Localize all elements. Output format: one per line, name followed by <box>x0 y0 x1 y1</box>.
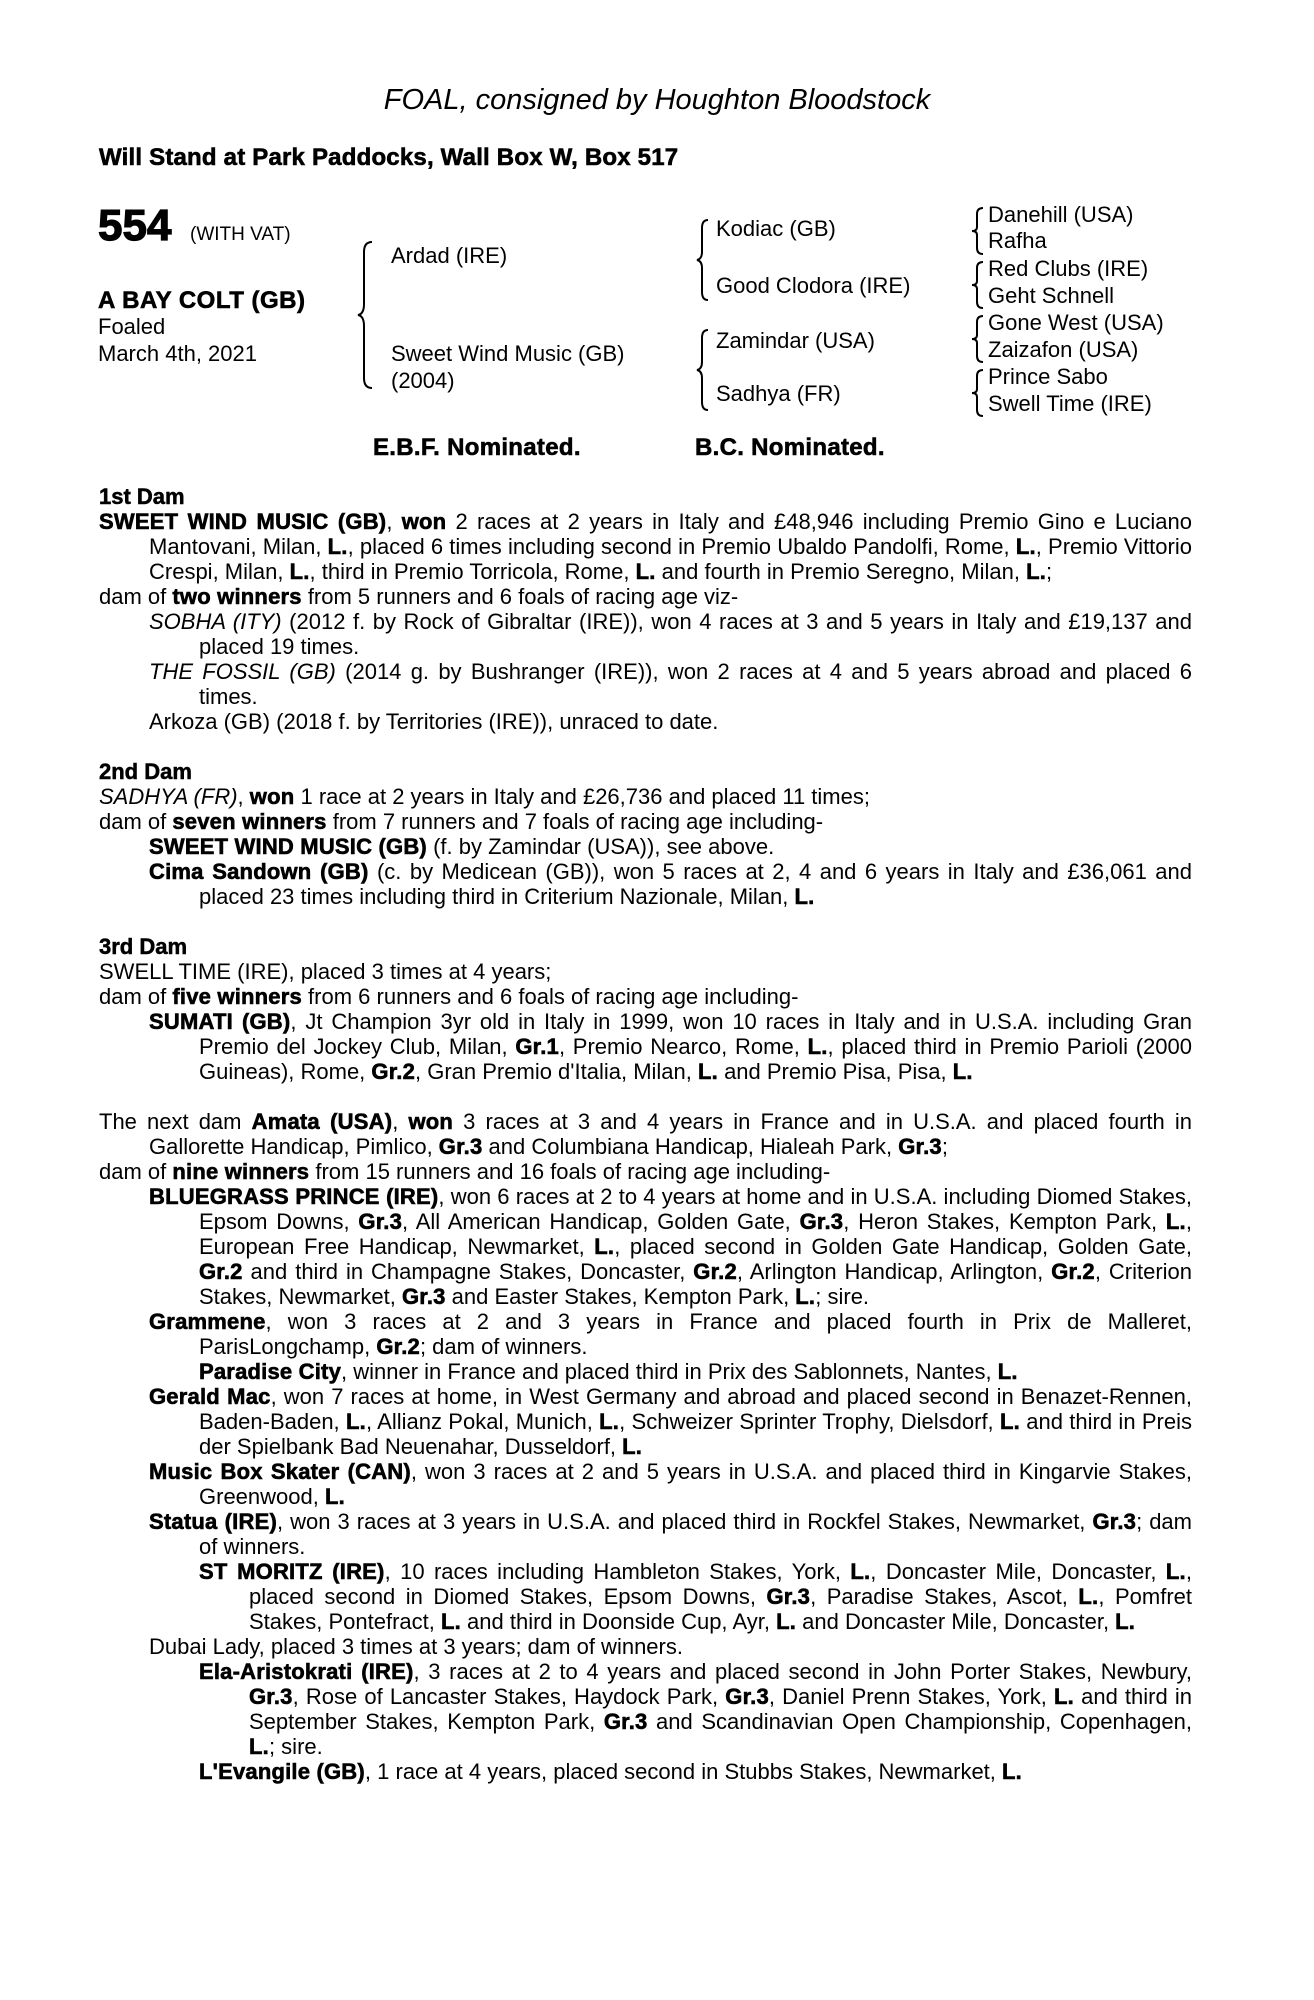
text-run: and Scandinavian Open Championship, Copenhagen, <box>647 1709 1192 1734</box>
pedigree-entry <box>99 1359 1192 1384</box>
bold-text: L. <box>1002 1759 1022 1784</box>
bold-text: L. <box>850 1559 871 1584</box>
bold-text: won <box>401 509 447 534</box>
pedigree-entry <box>99 659 1192 709</box>
text-run: ; dam of winners. <box>419 1334 588 1359</box>
text-run: 2 races at 2 years in Italy and £48,946 including Premio Gino e Luciano Mantovani, Milan, <box>149 509 1192 559</box>
text-run: ; sire. <box>815 1284 870 1309</box>
pedigree-entry <box>99 1384 1192 1459</box>
pedigree-dam-dam: Sadhya (FR) <box>716 381 841 406</box>
pedigree-section <box>99 484 1192 734</box>
text-run: and Easter Stakes, Kempton Park, <box>445 1284 796 1309</box>
pedigree-g3-4: Geht Schnell <box>988 283 1114 308</box>
section-title: 2nd Dam <box>99 759 192 784</box>
brace-g3-1-icon <box>970 206 986 256</box>
bold-text: ST MORITZ (IRE) <box>199 1559 385 1584</box>
text-run: and third in September Stakes, Kempton Park, <box>249 1684 1192 1734</box>
section-gap <box>99 909 1192 934</box>
pedigree-section <box>99 1084 1192 1784</box>
bold-text: L. <box>997 1359 1018 1384</box>
pedigree-g3-5: Gone West (USA) <box>988 310 1164 335</box>
pedigree-sire: Ardad (IRE) <box>391 243 508 268</box>
bold-text: L. <box>776 1609 797 1634</box>
text-run: (f. by Zamindar (USA)), see above. <box>426 834 775 859</box>
text-run: 3 races at 3 and 4 years in France and in U.S.A. and placed fourth in Gallorette Handicap, Pimlico, <box>149 1109 1192 1159</box>
bold-text: L. <box>324 1484 345 1509</box>
pedigree-entry <box>99 609 1192 659</box>
text-run: (2012 f. by Rock of Gibraltar (IRE)), won 4 races at 3 and 5 years in Italy and £19,137 and placed 19 times. <box>199 609 1193 659</box>
stand-location: Will Stand at Park Paddocks, Wall Box W, Box 517 <box>99 144 679 171</box>
pedigree-entry <box>99 784 1192 809</box>
text-run: and fourth in Premio Seregno, Milan, <box>655 559 1027 584</box>
lot-description: A BAY COLT (GB) <box>98 287 306 314</box>
pedigree-entry <box>99 1184 1192 1309</box>
text-run: , Premio Vittorio Crespi, Milan, <box>149 534 1192 584</box>
pedigree-sire-dam: Good Clodora (IRE) <box>716 273 911 298</box>
text-run: , All American Handicap, Golden Gate, <box>402 1209 800 1234</box>
pedigree-g3-3: Red Clubs (IRE) <box>988 256 1149 281</box>
text-run: ; sire. <box>268 1734 323 1759</box>
bold-text: five winners <box>172 984 302 1009</box>
bold-text: two winners <box>172 584 302 609</box>
bold-text: Gr.3 <box>438 1134 483 1159</box>
italic-text: SADHYA (FR) <box>99 784 238 809</box>
bold-text: Gr.3 <box>249 1684 293 1709</box>
consignor-heading: FOAL, consigned by Houghton Bloodstock <box>383 84 931 116</box>
text-run: The next dam <box>99 1109 252 1134</box>
text-run: , 3 races at 2 to 4 years and placed second in John Porter Stakes, Newbury, <box>413 1659 1192 1684</box>
bold-text: L. <box>952 1059 973 1084</box>
bold-text: L. <box>327 534 348 559</box>
text-run: Dubai Lady, placed 3 times at 3 years; dam of winners. <box>149 1634 683 1659</box>
pedigree-entry <box>99 1009 1192 1084</box>
pedigree-entry <box>99 1309 1192 1359</box>
text-run: , <box>386 509 402 534</box>
pedigree-g3-2: Rafha <box>988 228 1047 253</box>
bold-text: Gr.2 <box>693 1259 737 1284</box>
bold-text: Ela-Aristokrati (IRE) <box>199 1659 414 1684</box>
pedigree-entry <box>99 1659 1192 1759</box>
pedigree-entry <box>99 584 1192 609</box>
text-run: (c. by Medicean (GB)), won 5 races at 2, 4 and 6 years in Italy and £36,061 and placed 23 times including third in Criterium Nazionale, Milan, <box>199 859 1192 909</box>
pedigree-section <box>99 734 1192 909</box>
bold-text: Gr.2 <box>1051 1259 1095 1284</box>
text-run: from 15 runners and 16 foals of racing age including- <box>309 1159 831 1184</box>
brace-sire-parents-icon <box>695 218 711 302</box>
bold-text: seven winners <box>172 809 327 834</box>
bold-text: L. <box>249 1734 269 1759</box>
ebf-nominated: E.B.F. Nominated. <box>373 434 581 461</box>
text-run: and Columbiana Handicap, Hialeah Park, <box>482 1134 899 1159</box>
pedigree-entry <box>99 509 1192 584</box>
brace-g3-3-icon <box>970 314 986 364</box>
bold-text: L. <box>1054 1684 1074 1709</box>
text-run: , placed 6 times including second in Premio Ubaldo Pandolfi, Rome, <box>347 534 1016 559</box>
bold-text: L. <box>599 1409 620 1434</box>
text-run: , placed third in Premio Parioli (2000 Guineas), Rome, <box>199 1034 1192 1084</box>
text-run: and third in Champagne Stakes, Doncaster, <box>242 1259 694 1284</box>
vat-note: (WITH VAT) <box>190 224 291 245</box>
bold-text: Statua (IRE) <box>149 1509 277 1534</box>
text-run: from 7 runners and 7 foals of racing age including- <box>326 809 824 834</box>
text-run: dam of <box>99 584 173 609</box>
bold-text: Gr.2 <box>376 1334 420 1359</box>
bold-text: L. <box>1078 1584 1099 1609</box>
section-gap <box>99 734 1192 759</box>
pedigree-g3-8: Swell Time (IRE) <box>988 391 1152 416</box>
text-run: , <box>392 1109 409 1134</box>
text-run: , Schweizer Sprinter Trophy, Dielsdorf, <box>619 1409 1000 1434</box>
text-run: ; <box>941 1134 948 1159</box>
text-run: , winner in France and placed third in Prix des Sablonnets, Nantes, <box>341 1359 998 1384</box>
pedigree-entry <box>99 984 1192 1009</box>
bold-text: Gr.3 <box>358 1209 403 1234</box>
text-run: 1 race at 2 years in Italy and £26,736 and placed 11 times; <box>294 784 870 809</box>
text-run: from 5 runners and 6 foals of racing age viz- <box>301 584 739 609</box>
text-run: from 6 runners and 6 foals of racing age including- <box>301 984 799 1009</box>
bold-text: SWEET WIND MUSIC (GB) <box>99 509 387 534</box>
brace-dam-parents-icon <box>695 328 711 412</box>
text-run: , Gran Premio d'Italia, Milan, <box>415 1059 698 1084</box>
pedigree-g3-1: Danehill (USA) <box>988 202 1134 227</box>
pedigree-entry <box>99 1509 1192 1559</box>
bold-text: L. <box>346 1409 366 1434</box>
text-run: , <box>237 784 250 809</box>
bold-text: L. <box>594 1234 615 1259</box>
text-run: and third in Preis der Spielbank Bad Neuenahar, Dusseldorf, <box>199 1409 1192 1459</box>
section-title: 3rd Dam <box>99 934 188 959</box>
pedigree-sire-sire: Kodiac (GB) <box>716 216 836 241</box>
bold-text: Gerald Mac <box>149 1384 271 1409</box>
text-run: Arkoza (GB) (2018 f. by Territories (IRE)), unraced to date. <box>149 709 719 734</box>
bold-text: Gr.2 <box>371 1059 416 1084</box>
pedigree-entry <box>99 1459 1192 1509</box>
text-run: SWELL TIME (IRE), placed 3 times at 4 years; <box>99 959 552 984</box>
text-run: dam of <box>99 984 173 1009</box>
bold-text: Gr.3 <box>898 1134 942 1159</box>
bold-text: won <box>408 1109 454 1134</box>
pedigree-g3-7: Prince Sabo <box>988 364 1108 389</box>
pedigree-entry <box>99 709 1192 734</box>
pedigree-entry <box>99 1634 1192 1659</box>
bold-text: L. <box>1015 534 1036 559</box>
text-run: and Doncaster Mile, Doncaster, <box>796 1609 1116 1634</box>
text-run: , Allianz Pokal, Munich, <box>365 1409 600 1434</box>
bold-text: SUMATI (GB) <box>149 1009 291 1034</box>
text-run: , Daniel Prenn Stakes, York, <box>768 1684 1055 1709</box>
text-run: , Heron Stakes, Kempton Park, <box>843 1209 1166 1234</box>
bold-text: Amata (USA) <box>251 1109 393 1134</box>
bold-text: Gr.3 <box>799 1209 844 1234</box>
pedigree-entry <box>99 834 1192 859</box>
catalogue-body <box>99 484 1192 1784</box>
bold-text: won <box>249 784 295 809</box>
text-run: , won 7 races at home, in West Germany and abroad and placed second in Benazet-Rennen, Baden-Baden, <box>199 1384 1193 1434</box>
bold-text: L. <box>794 884 815 909</box>
bold-text: Gr.3 <box>1092 1509 1137 1534</box>
pedigree-entry <box>99 1759 1192 1784</box>
text-run: , Criterion Stakes, Newmarket, <box>199 1259 1193 1309</box>
bold-text: L. <box>1165 1209 1186 1234</box>
text-run: and third in Doonside Cup, Ayr, <box>460 1609 777 1634</box>
bold-text: L'Evangile (GB) <box>199 1759 365 1784</box>
bold-text: L. <box>1000 1409 1020 1434</box>
text-run: , 10 races including Hambleton Stakes, York, <box>384 1559 851 1584</box>
section-title: 1st Dam <box>99 484 185 509</box>
text-run: ; dam of winners. <box>199 1509 1192 1559</box>
bold-text: L. <box>440 1609 461 1634</box>
italic-text: SOBHA (ITY) <box>149 609 282 634</box>
text-run: , Paradise Stakes, Ascot, <box>810 1584 1079 1609</box>
bold-text: Gr.3 <box>401 1284 446 1309</box>
bold-text: L. <box>1026 559 1047 584</box>
pedigree-entry <box>99 1109 1192 1159</box>
pedigree-g3-6: Zaizafon (USA) <box>988 337 1139 362</box>
text-run: , 1 race at 4 years, placed second in Stubbs Stakes, Newmarket, <box>364 1759 1003 1784</box>
text-run: , European Free Handicap, Newmarket, <box>199 1209 1192 1259</box>
bold-text: L. <box>698 1059 718 1084</box>
lot-number: 554 <box>98 201 172 250</box>
text-run: , won 3 races at 2 and 3 years in France and placed fourth in Prix de Malleret, ParisLongchamp, <box>199 1309 1192 1359</box>
text-run: , placed second in Diomed Stakes, Epsom Downs, <box>249 1559 1192 1609</box>
italic-text: THE FOSSIL (GB) <box>149 659 336 684</box>
text-run: , Jt Champion 3yr old in Italy in 1999, won 10 races in Italy and in U.S.A. including Gran Premio del Jockey Club, Milan, <box>199 1009 1192 1059</box>
bold-text: Music Box Skater (CAN) <box>149 1459 411 1484</box>
bold-text: Grammene <box>149 1309 266 1334</box>
bc-nominated: B.C. Nominated. <box>695 434 885 461</box>
text-run: , third in Premio Torricola, Rome, <box>309 559 636 584</box>
bold-text: L. <box>635 559 656 584</box>
brace-g3-2-icon <box>970 260 986 310</box>
bold-text: L. <box>622 1434 643 1459</box>
text-run: , placed second in Golden Gate Handicap, Golden Gate, <box>614 1234 1192 1259</box>
section-gap <box>99 1084 1192 1109</box>
pedigree-section <box>99 909 1192 1084</box>
bold-text: Cima Sandown (GB) <box>149 859 369 884</box>
text-run: dam of <box>99 1159 173 1184</box>
text-run: (2014 g. by Bushranger (IRE)), won 2 races at 4 and 5 years abroad and placed 6 times. <box>199 659 1193 709</box>
pedigree-entry <box>99 1559 1192 1634</box>
text-run: , won 3 races at 2 and 5 years in U.S.A. and placed third in Kingarvie Stakes, Greenwood, <box>199 1459 1193 1509</box>
bold-text: L. <box>795 1284 816 1309</box>
text-run: and Premio Pisa, Pisa, <box>717 1059 953 1084</box>
bold-text: L. <box>1115 1609 1136 1634</box>
bold-text: BLUEGRASS PRINCE (IRE) <box>149 1184 439 1209</box>
bold-text: Gr.1 <box>515 1034 559 1059</box>
text-run: , Doncaster Mile, Doncaster, <box>870 1559 1166 1584</box>
brace-g3-4-icon <box>970 368 986 418</box>
pedigree-entry <box>99 809 1192 834</box>
pedigree-entry <box>99 1159 1192 1184</box>
foaled-date: March 4th, 2021 <box>98 341 257 366</box>
bold-text: Gr.3 <box>725 1684 769 1709</box>
text-run: ; <box>1046 559 1053 584</box>
text-run: , Pomfret Stakes, Pontefract, <box>249 1584 1193 1634</box>
brace-sire-dam-icon <box>356 240 376 390</box>
pedigree-dam: Sweet Wind Music (GB) <box>391 341 625 366</box>
bold-text: nine winners <box>172 1159 310 1184</box>
text-run: , won 6 races at 2 to 4 years at home and in U.S.A. including Diomed Stakes, Epsom Downs, <box>199 1184 1192 1234</box>
pedigree-dam-year: (2004) <box>391 368 455 393</box>
foaled-label: Foaled <box>98 314 166 339</box>
bold-text: SWEET WIND MUSIC (GB) <box>149 834 427 859</box>
bold-text: L. <box>807 1034 828 1059</box>
text-run: dam of <box>99 809 173 834</box>
text-run: , Arlington Handicap, Arlington, <box>736 1259 1052 1284</box>
bold-text: Paradise City <box>199 1359 342 1384</box>
text-run: , won 3 races at 3 years in U.S.A. and placed third in Rockfel Stakes, Newmarket, <box>276 1509 1093 1534</box>
pedigree-entry <box>99 859 1192 909</box>
bold-text: L. <box>1165 1559 1186 1584</box>
text-run: , Rose of Lancaster Stakes, Haydock Park, <box>292 1684 726 1709</box>
text-run: , Premio Nearco, Rome, <box>558 1034 808 1059</box>
bold-text: Gr.2 <box>199 1259 243 1284</box>
bold-text: Gr.3 <box>603 1709 648 1734</box>
pedigree-entry <box>99 959 1192 984</box>
pedigree-dam-sire: Zamindar (USA) <box>716 328 875 353</box>
bold-text: Gr.3 <box>766 1584 811 1609</box>
bold-text: L. <box>289 559 310 584</box>
